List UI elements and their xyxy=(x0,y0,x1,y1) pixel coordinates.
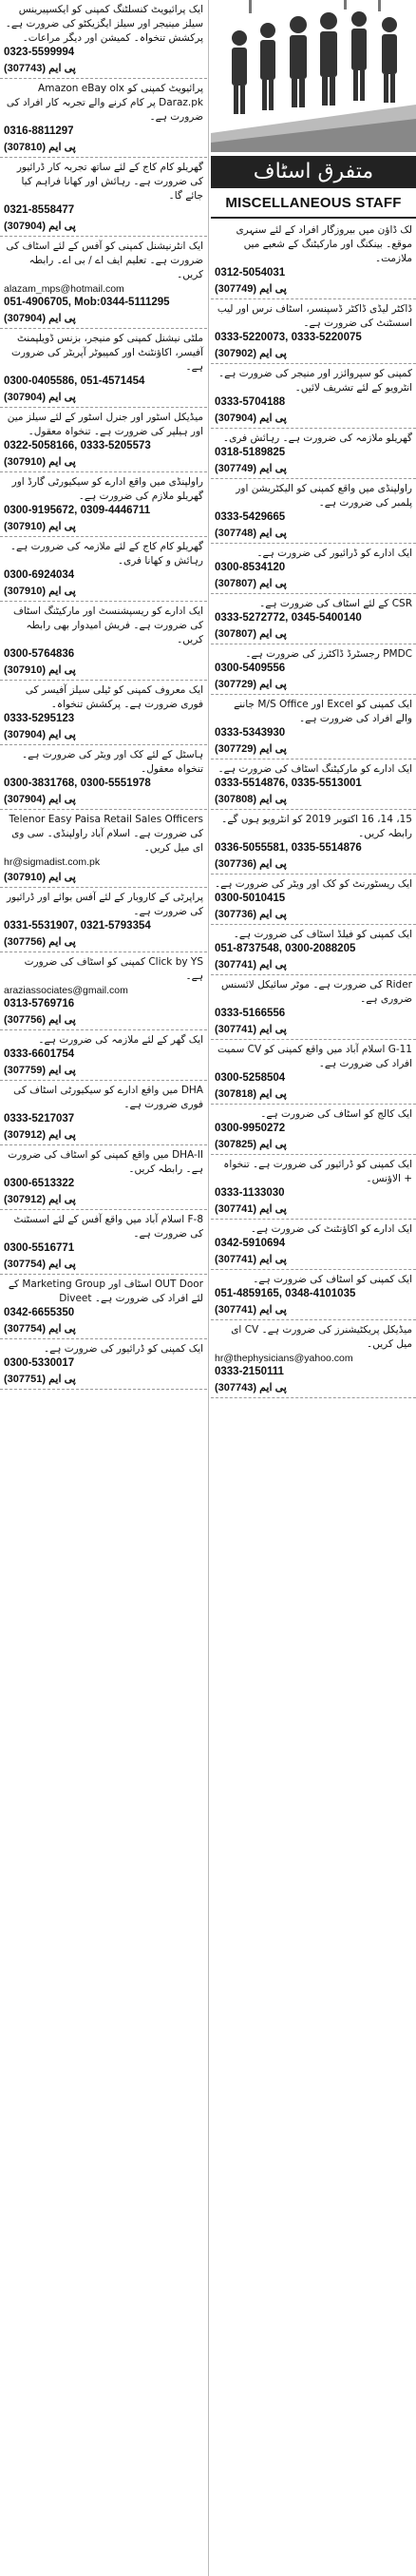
ad-reference: (307749) پی ایم xyxy=(215,463,287,474)
ad-text: میڈیکل پریکٹیشنرز کی ضرورت ہے۔ CV ای میل کریں۔ xyxy=(231,1324,412,1350)
ad-phone: 0300-5764836 xyxy=(4,648,75,660)
ad-phone: 0318-5189825 xyxy=(215,447,286,458)
ad-reference: (307756) پی ایم xyxy=(4,1014,76,1026)
ad-text: DHA میں واقع ادارے کو سیکیورٹی اسٹاف کی فوری ضرورت ہے۔ xyxy=(13,1085,203,1110)
ad-phone: 0333-5217037 xyxy=(4,1113,75,1125)
ad-reference: (307743) پی ایم xyxy=(4,63,76,74)
classified-ad xyxy=(211,221,416,299)
ad-text: ایک گھر کے لئے ملازمہ کی ضرورت ہے۔ xyxy=(38,1034,203,1046)
ad-text: گھریلو کام کاج کے لئے ساتھ تجربہ کار ڈرائیور کی ضرورت ہے۔ رہائش اور کھانا فراہم کیا جائے گا۔ xyxy=(16,162,203,202)
classified-ad xyxy=(0,602,207,681)
ad-phone: 0300-8534120 xyxy=(215,562,286,573)
classified-ad xyxy=(211,544,416,594)
ad-reference: (307912) پی ایم xyxy=(4,1194,76,1205)
ad-text: ایک کمپنی کو ڈرائیور کی ضرورت ہے۔ تنخواہ + الاؤنس۔ xyxy=(223,1159,412,1184)
ad-phone: 0300-5409556 xyxy=(215,663,286,674)
classified-ad xyxy=(0,329,207,408)
ad-reference: (307810) پی ایم xyxy=(4,142,76,153)
ad-text: ایک کمپنی کو اسٹاف کی ضرورت ہے۔ xyxy=(253,1274,412,1285)
ad-phone: 0333-1133030 xyxy=(215,1187,285,1199)
ad-phone: 0331-5531907, 0321-5793354 xyxy=(4,920,151,932)
ad-text: ہاسٹل کے لئے کک اور ویٹر کی ضرورت ہے۔ تنخواہ معقول۔ xyxy=(22,749,203,775)
classified-ad xyxy=(0,537,207,602)
ad-phone: 0333-6601754 xyxy=(4,1048,75,1060)
classified-ad xyxy=(0,1339,207,1390)
classified-ad xyxy=(211,429,416,479)
ad-email: alazam_mps@hotmail.com xyxy=(4,283,124,295)
ad-text: Click by YS کمپنی کو اسٹاف کی ضرورت ہے۔ xyxy=(24,956,203,982)
ad-text: DHA-II میں واقع کمپنی کو اسٹاف کی ضرورت ہے۔ رابطہ کریں۔ xyxy=(8,1149,203,1175)
classified-ad xyxy=(0,158,207,237)
classified-ad xyxy=(0,888,207,952)
ad-reference: (307904) پی ایم xyxy=(4,729,76,740)
ad-text: لک ڈاؤن میں بیروزگار افراد کے لئے سنہری موقع۔ بینکنگ اور مارکیٹنگ کے شعبے میں ملازمت۔ xyxy=(236,224,412,264)
ad-reference: (307754) پی ایم xyxy=(4,1323,76,1335)
ad-phone: 051-4859165, 0348-4101035 xyxy=(215,1288,356,1299)
ad-reference: (307749) پی ایم xyxy=(215,283,287,295)
ad-reference: (307736) پی ایم xyxy=(215,858,287,870)
ad-phone: 0300-3831768, 0300-5551978 xyxy=(4,778,151,789)
ad-phone: 0313-5769716 xyxy=(4,998,75,1009)
ad-phone: 0333-2150111 xyxy=(215,1366,284,1377)
classified-ad xyxy=(211,1155,416,1220)
classified-ad xyxy=(211,810,416,875)
column-divider xyxy=(208,0,209,2576)
ad-reference: (307729) پی ایم xyxy=(215,679,287,690)
ad-text: Rider کی ضرورت ہے۔ موٹر سائیکل لائسنس ضروری ہے۔ xyxy=(220,979,412,1005)
ad-reference: (307904) پی ایم xyxy=(215,413,287,424)
ad-reference: (307910) پی ایم xyxy=(4,456,76,468)
ad-reference: (307748) پی ایم xyxy=(215,528,287,539)
ad-phone: 0300-6513322 xyxy=(4,1178,75,1189)
ad-text: ایک کالج کو اسٹاف کی ضرورت ہے۔ xyxy=(260,1108,412,1120)
ad-reference: (307756) پی ایم xyxy=(4,936,76,948)
ad-phone: 0323-5599994 xyxy=(4,47,75,58)
ad-text: ایک کمپنی کو Excel اور M/S Office جاننے والے افراد کی ضرورت ہے۔ xyxy=(234,699,412,724)
staff-illustration xyxy=(211,0,416,152)
ad-text: CSR کے لئے اسٹاف کی ضرورت ہے۔ xyxy=(259,598,412,609)
ad-text: پرائیویٹ کمپنی کو Amazon eBay olx Daraz.pk پر کام کرنے والے تجربہ کار افراد کی ضرورت ہے۔ xyxy=(6,83,203,123)
classified-ad xyxy=(0,237,207,329)
ad-phone: 0333-5220073, 0333-5220075 xyxy=(215,332,362,343)
ad-reference: (307910) پی ایم xyxy=(4,664,76,676)
classified-ad xyxy=(211,759,416,810)
ad-reference: (307904) پی ایم xyxy=(4,313,76,324)
classified-ad xyxy=(0,1081,207,1145)
ad-reference: (307912) پی ایم xyxy=(4,1129,76,1141)
ad-phone: 0300-5516771 xyxy=(4,1242,75,1254)
ad-reference: (307736) پی ایم xyxy=(215,909,287,920)
classified-ad xyxy=(0,1145,207,1210)
ad-phone: 0333-5272772, 0345-5400140 xyxy=(215,612,362,624)
classified-ad xyxy=(211,1320,416,1398)
ad-text: ڈاکٹر لیڈی ڈاکٹر ڈسپنسر، اسٹاف نرس اور لیب اسسٹنٹ کی ضرورت ہے۔ xyxy=(217,303,412,329)
ad-phone: 0333-5343930 xyxy=(215,727,286,739)
ad-phone: 0300-5010415 xyxy=(215,893,286,904)
classified-ad xyxy=(211,695,416,759)
ad-text: OUT Door اسٹاف اور Marketing Group کے لئے افراد کی ضرورت ہے۔ Diveet xyxy=(8,1278,203,1304)
ad-phone: 0300-0405586, 051-4571454 xyxy=(4,375,145,387)
classified-ad xyxy=(211,1220,416,1270)
classified-ad xyxy=(211,1270,416,1320)
classified-ad xyxy=(211,364,416,429)
classified-ad xyxy=(211,594,416,644)
ad-phone: 0322-5058166, 0333-5205573 xyxy=(4,440,151,452)
ad-reference: (307751) پی ایم xyxy=(4,1374,76,1385)
ad-email: hr@thephysicians@yahoo.com xyxy=(215,1353,353,1364)
ad-text: ایک انٹرنیشنل کمپنی کو آفس کے لئے اسٹاف کی ضرورت ہے۔ تعلیم ایف اے / بی اے۔ رابطہ کریں۔ xyxy=(6,240,203,280)
ad-reference: (307741) پی ایم xyxy=(215,1203,287,1215)
ad-text: ایک ادارے کو ریسپشنسٹ اور مارکیٹنگ اسٹاف کی ضرورت ہے۔ فریش امیدوار بھی رابطہ کریں۔ xyxy=(13,606,203,645)
ad-phone: 0333-5704188 xyxy=(215,396,286,408)
ad-phone: 0300-6924034 xyxy=(4,569,75,581)
ad-reference: (307904) پی ایم xyxy=(4,221,76,232)
ad-phone: 0333-5166556 xyxy=(215,1008,286,1019)
ad-text: ایک کمپنی کو فیلڈ اسٹاف کی ضرورت ہے۔ xyxy=(233,929,412,940)
ad-reference: (307904) پی ایم xyxy=(4,794,76,805)
ad-text: G-11 اسلام آباد میں واقع کمپنی کو CV سمیت افراد کی ضرورت ہے۔ xyxy=(217,1044,412,1069)
ad-reference: (307741) پی ایم xyxy=(215,1254,287,1265)
ad-phone: 051-4906705, Mob:0344-5111295 xyxy=(4,297,170,308)
section-title-urdu: متفرق اسٹاف xyxy=(211,156,416,188)
ad-reference: (307902) پی ایم xyxy=(215,348,287,359)
right-ads-list xyxy=(211,221,416,1398)
ad-text: میڈیکل اسٹور اور جنرل اسٹور کے لئے سیلز مین اور ہیلپر کی ضرورت ہے۔ تنخواہ معقول۔ xyxy=(7,412,203,437)
ad-text: PMDC رجسٹرڈ ڈاکٹرز کی ضرورت ہے۔ xyxy=(245,648,412,660)
ad-text: F-8 اسلام آباد میں واقع آفس کے لئے اسسٹنٹ کی ضرورت ہے۔ xyxy=(13,1214,203,1240)
ad-phone: 0300-9195672, 0309-4446711 xyxy=(4,505,151,516)
ad-text: راولپنڈی میں واقع ادارے کو سیکیورٹی گارڈ اور گھریلو ملازم کی ضرورت ہے۔ xyxy=(11,476,203,502)
ad-text: ایک کمپنی کو ڈرائیور کی ضرورت ہے۔ xyxy=(43,1343,203,1355)
section-header xyxy=(211,0,416,221)
ad-phone: 0333-5295123 xyxy=(4,713,75,724)
left-column xyxy=(0,0,207,2576)
ad-text: Telenor Easy Paisa Retail Sales Officers کی ضرورت ہے۔ اسلام آباد راولپنڈی۔ سی وی ای میل کریں۔ xyxy=(9,814,203,854)
ad-reference: (307818) پی ایم xyxy=(215,1088,287,1100)
classified-ad xyxy=(0,810,207,888)
section-title-english: MISCELLANEOUS STAFF xyxy=(211,190,416,219)
ad-phone: 0333-5514876, 0335-5513001 xyxy=(215,778,362,789)
ad-phone: 0300-5330017 xyxy=(4,1357,75,1369)
classified-ad xyxy=(211,875,416,925)
ad-reference: (307808) پی ایم xyxy=(215,794,287,805)
ad-reference: (307759) پی ایم xyxy=(4,1065,76,1076)
classified-ad xyxy=(0,79,207,158)
ad-reference: (307910) پی ایم xyxy=(4,521,76,532)
ad-phone: 0342-5910694 xyxy=(215,1238,286,1249)
classified-ad xyxy=(0,1030,207,1081)
ad-text: ایک پرائیویٹ کنسلٹنگ کمپنی کو ایکسپیرینس سیلز مینیجر اور سیلز ایگزیکٹو کی ضرورت ہے۔ پرکشش تنخواہ۔ کمیشن اور دیگر مراعات۔ xyxy=(5,4,203,44)
right-column xyxy=(211,0,416,2576)
ad-reference: (307825) پی ایم xyxy=(215,1139,287,1150)
classified-ad xyxy=(0,472,207,537)
ad-reference: (307807) پی ایم xyxy=(215,578,287,589)
classified-ad xyxy=(0,1275,207,1339)
ad-phone: 0342-6655350 xyxy=(4,1307,75,1318)
classified-ad xyxy=(0,408,207,472)
classified-ad xyxy=(211,479,416,544)
ad-text: پراپرٹی کے کاروبار کے لئے آفس بوائے اور ڈرائیور کی ضرورت ہے۔ xyxy=(6,892,203,917)
classified-ad xyxy=(0,952,207,1030)
ad-phone: 0336-5055581, 0335-5514876 xyxy=(215,842,362,854)
ad-phone: 0300-5258504 xyxy=(215,1072,286,1084)
ad-reference: (307910) پی ایم xyxy=(4,872,76,883)
ad-text: کمپنی کو سپروائزر اور منیجر کی ضرورت ہے۔ انٹرویو کے لئے تشریف لائیں۔ xyxy=(217,368,412,394)
ad-text: گھریلو کام کاج کے لئے ملازمہ کی ضرورت ہے۔ رہائش و کھانا فری۔ xyxy=(9,541,203,567)
classified-ad xyxy=(211,1105,416,1155)
ad-reference: (307904) پی ایم xyxy=(4,392,76,403)
ad-reference: (307729) پی ایم xyxy=(215,743,287,755)
ad-reference: (307741) پی ایم xyxy=(215,1304,287,1316)
classified-ad xyxy=(0,1210,207,1275)
classified-ad xyxy=(211,644,416,695)
classified-ad xyxy=(0,745,207,810)
ad-reference: (307741) پی ایم xyxy=(215,1024,287,1035)
classified-ad xyxy=(211,925,416,975)
ad-reference: (307741) پی ایم xyxy=(215,959,287,971)
ad-text: 15، 14، 16 اکتوبر 2019 کو انٹرویو ہوں گے۔ رابطہ کریں۔ xyxy=(221,814,412,839)
ad-text: ایک ادارے کو اکاؤنٹنٹ کی ضرورت ہے۔ xyxy=(250,1223,412,1235)
ad-phone: 0312-5054031 xyxy=(215,267,286,279)
ad-text: ایک ریسٹورنٹ کو کک اور ویٹر کی ضرورت ہے۔ xyxy=(215,878,412,890)
ad-phone: 0300-9950272 xyxy=(215,1123,286,1134)
ad-reference: (307910) پی ایم xyxy=(4,586,76,597)
ad-reference: (307754) پی ایم xyxy=(4,1259,76,1270)
ad-text: ایک معروف کمپنی کو ٹیلی سیلز آفیسر کی فوری ضرورت ہے۔ پرکشش تنخواہ۔ xyxy=(25,684,203,710)
ad-reference: (307743) پی ایم xyxy=(215,1382,287,1394)
ad-text: ملٹی نیشنل کمپنی کو منیجر، بزنس ڈویلپمنٹ آفیسر، اکاؤنٹنٹ اور کمپیوٹر آپریٹر کی ضرورت ہے۔ xyxy=(10,333,203,373)
ad-email: hr@sigmadist.com.pk xyxy=(4,856,101,868)
ad-text: راولپنڈی میں واقع کمپنی کو الیکٹریشن اور پلمبر کی ضرورت ہے۔ xyxy=(236,483,412,509)
ad-reference: (307807) پی ایم xyxy=(215,628,287,640)
ad-phone: 0316-8811297 xyxy=(4,125,74,137)
classified-ad xyxy=(211,975,416,1040)
classified-ad xyxy=(0,0,207,79)
ad-email: araziassociates@gmail.com xyxy=(4,985,128,996)
ad-text: ایک ادارے کو ڈرائیور کی ضرورت ہے۔ xyxy=(256,548,412,559)
classified-ad xyxy=(211,299,416,364)
ad-phone: 0321-8558477 xyxy=(4,204,75,216)
classified-ad xyxy=(0,681,207,745)
ad-phone: 051-8737548, 0300-2088205 xyxy=(215,943,356,954)
classified-ad xyxy=(211,1040,416,1105)
ad-text: ایک ادارے کو مارکیٹنگ اسٹاف کی ضرورت ہے۔ xyxy=(217,763,412,775)
ad-text: گھریلو ملازمہ کی ضرورت ہے۔ رہائش فری۔ xyxy=(222,433,412,444)
ad-phone: 0333-5429665 xyxy=(215,511,286,523)
